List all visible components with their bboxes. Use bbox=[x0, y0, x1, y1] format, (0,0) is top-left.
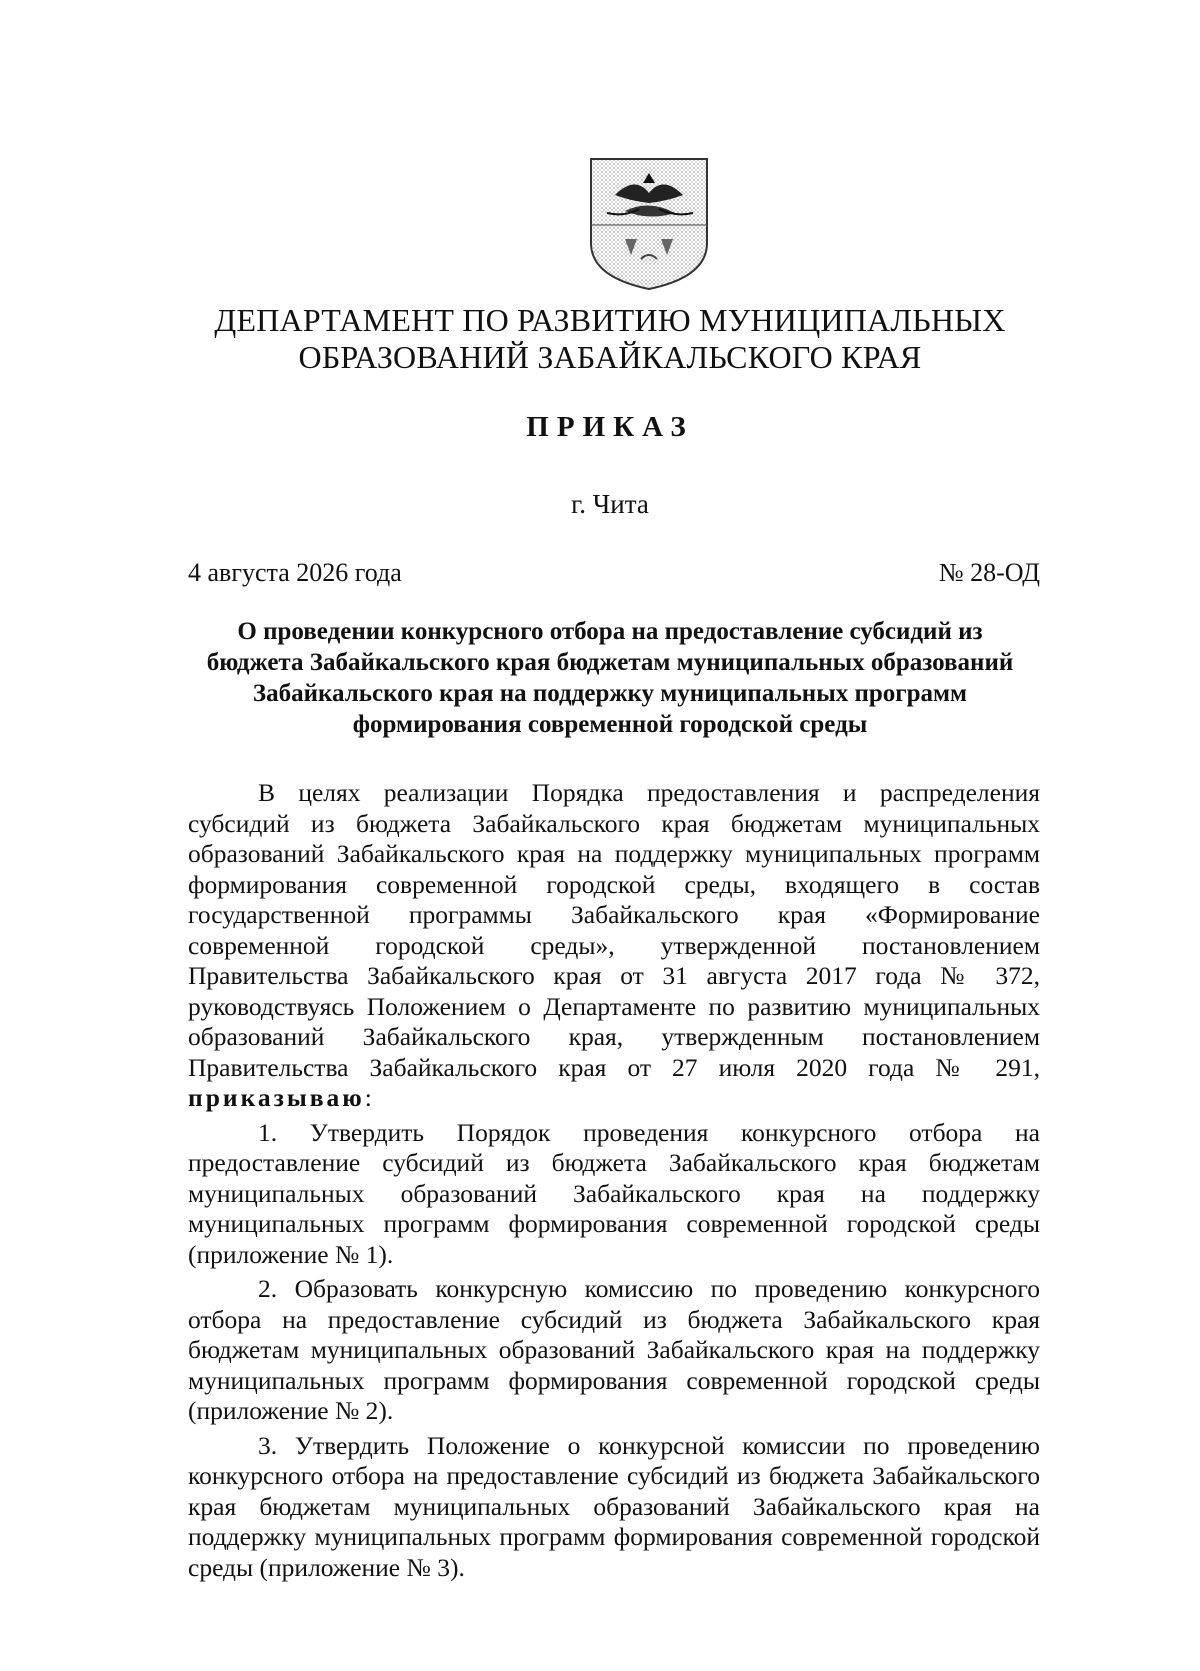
document-type-title: ПРИКАЗ bbox=[526, 411, 694, 443]
order-item-3: 3. Утвердить Положение о конкурсной комиссии по проведению конкурсного отбора на предоставление субсидий из бюджета Забайкальского края бюджетам муниципальных образований Забайкальского края на поддержку муниципальных программ формирования современной городской среды (приложение № 3). bbox=[188, 1430, 1040, 1582]
order-word: приказываю bbox=[188, 1083, 365, 1112]
city: г. Чита bbox=[571, 489, 649, 519]
subject-line4: формирования современной городской среды bbox=[352, 711, 868, 738]
subject-line3: Забайкальского края на поддержку муниципальных программ bbox=[252, 680, 968, 707]
order-item-1: 1. Утвердить Порядок проведения конкурсного отбора на предоставление субсидий из бюджета Забайкальского края бюджетам муниципальных образований Забайкальского края на поддержку муниципальных программ формирования современной городской среды (приложение № 1). bbox=[188, 1117, 1040, 1269]
department-name-line2: ОБРАЗОВАНИЙ ЗАБАЙКАЛЬСКОГО КРАЯ bbox=[298, 339, 922, 375]
subject-line1: О проведении конкурсного отбора на предоставление субсидий из bbox=[237, 618, 983, 645]
order-item-2: 2. Образовать конкурсную комиссию по проведению конкурсного отбора на предоставление субсидий из бюджета Забайкальского края бюджетам муниципальных образований Забайкальского края на поддержку муниципальных программ формирования современной городской среды (приложение № 2). bbox=[188, 1274, 1040, 1425]
document-number: № 28-ОД bbox=[938, 558, 1040, 587]
document-body bbox=[188, 778, 1040, 1583]
subject-line2: бюджета Забайкальского края бюджетам муниципальных образований bbox=[206, 649, 1014, 676]
coat-of-arms-icon bbox=[585, 155, 713, 293]
order-colon: : bbox=[364, 1083, 372, 1112]
document-subject bbox=[195, 616, 1025, 740]
document-date: 4 августа 2026 года bbox=[188, 558, 402, 587]
preamble-paragraph bbox=[188, 778, 1040, 1114]
department-name bbox=[180, 302, 1040, 376]
preamble-text: В целях реализации Порядка предоставления и распределения субсидий из бюджета Забайкальского края бюджетам муниципальных образований Забайкальского края на поддержку муниципальных программ формирования современной городской среды, входящего в состав государственной программы Забайкальского края «Формирование современной городской среды», утвержденной постановлением Правительства Забайкальского края от 31 августа 2017 года № 372, руководствуясь Положением о Департаменте по развитию муниципальных образований Забайкальского края, утвержденным постановлением Правительства Забайкальского края от 27 июля 2020 года № 291, bbox=[188, 778, 1040, 1082]
department-name-line1: ДЕПАРТАМЕНТ ПО РАЗВИТИЮ МУНИЦИПАЛЬНЫХ bbox=[214, 302, 1006, 338]
